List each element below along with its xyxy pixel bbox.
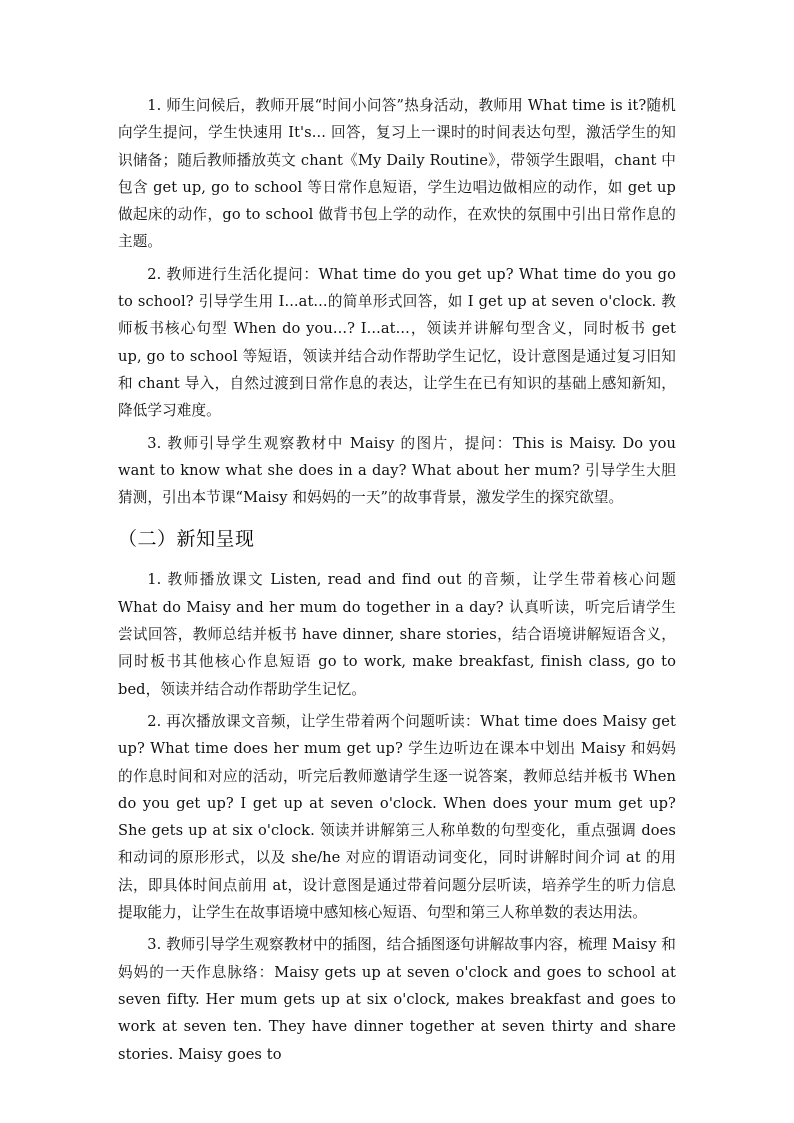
document-page bbox=[118, 92, 676, 1068]
paragraph-2-3: 3. 教师引导学生观察教材中的插图，结合插图逐句讲解故事内容，梳理 Maisy 和妈妈的一天作息脉络：Maisy gets up at seven o'clock and goes to school at seven fifty. Her mum gets up at six o'clock, makes breakfast and goes to work at seven ten. They have dinner together at seven thirty and share stories. Maisy goes to bbox=[118, 936, 676, 1063]
paragraph-2-2: 2. 再次播放课文音频，让学生带着两个问题听读：What time does Maisy get up? What time does her mum get up? 学生边听边在课本中划出 Maisy 和妈妈的作息时间和对应的活动，听完后教师邀请学生逐一说答案，教师总结并板书 When do you get up? I get up at seven o'clock. When does your mum get up? She gets up at six o'clock. 领读并讲解第三人称单数的句型变化，重点强调 does 和动词的原形形式，以及 she/he 对应的谓语动词变化，同时讲解时间介词 at 的用法，即具体时间点前用 at，设计意图是通过带着问题分层听读，培养学生的听力信息提取能力，让学生在故事语境中感知核心短语、句型和第三人称单数的表达用法。 bbox=[118, 712, 676, 922]
paragraph-1-3: 3. 教师引导学生观察教材中 Maisy 的图片，提问：This is Maisy. Do you want to know what she does in a day? What about her mum? 引导学生大胆猜测，引出本节课“Maisy 和妈妈的一天”的故事背景，激发学生的探究欲望。 bbox=[118, 434, 676, 507]
paragraph-1-1: 1. 师生问候后，教师开展“时间小问答”热身活动，教师用 What time is it?随机向学生提问，学生快速用 It's... 回答，复习上一课时的时间表达句型，激活学生的知识储备；随后教师播放英文 chant《My Daily Routine》，带领学生跟唱，chant 中包含 get up, go to school 等日常作息短语，学生边唱边做相应的动作，如 get up 做起床的动作，go to school 做背书包上学的动作，在欢快的氛围中引出日常作息的主题。 bbox=[118, 97, 676, 251]
paragraph-2-1: 1. 教师播放课文 Listen, read and find out 的音频，让学生带着核心问题 What do Maisy and her mum do together in a day? 认真听读，听完后请学生尝试回答，教师总结并板书 have dinner, share stories，结合语境讲解短语含义，同时板书其他核心作息短语 go to work, make breakfast, finish class, go to bed，领读并结合动作帮助学生记忆。 bbox=[118, 571, 676, 698]
section-heading: （二）新知呈现 bbox=[118, 528, 255, 551]
paragraph-1-2: 2. 教师进行生活化提问：What time do you get up? What time do you go to school? 引导学生用 I...at...的简单形式回答，如 I get up at seven o'clock. 教师板书核心句型 When do you...? I...at...，领读并讲解句型含义，同时板书 get up, go to school 等短语，领读并结合动作帮助学生记忆，设计意图是通过复习旧知和 chant 导入，自然过渡到日常作息的表达，让学生在已有知识的基础上感知新知，降低学习难度。 bbox=[118, 265, 676, 420]
